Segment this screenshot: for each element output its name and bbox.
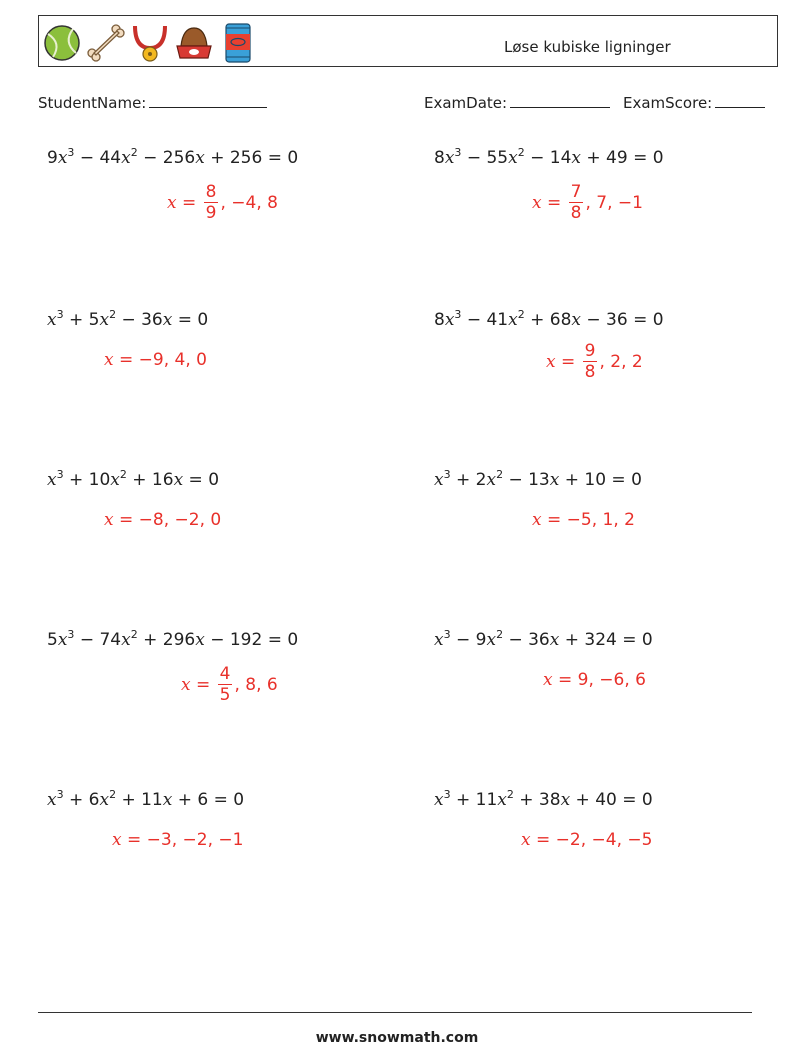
variable: x [47, 310, 57, 330]
term: − 256 [137, 148, 196, 168]
answer-equals: = [555, 351, 581, 372]
exponent: 2 [119, 468, 127, 481]
footer-divider [38, 1012, 752, 1013]
term: − 55 [461, 148, 509, 168]
variable: x [47, 790, 57, 810]
answer-equals: = [113, 510, 139, 530]
term: + 296 [137, 630, 196, 650]
answer-equals: = [530, 830, 556, 850]
variable: x [560, 790, 571, 810]
answer-roots: , 2, 2 [599, 351, 643, 372]
exam-score-label: ExamScore: [623, 94, 713, 112]
icon-strip [43, 19, 257, 65]
variable: x [110, 470, 120, 490]
term: = 0 [172, 310, 209, 330]
term: − 36 [503, 630, 550, 650]
exponent: 3 [56, 788, 64, 801]
exponent: 3 [443, 628, 451, 641]
exponent: 3 [454, 146, 462, 159]
fraction-denominator: 5 [219, 685, 231, 705]
exam-score-field[interactable] [623, 94, 765, 112]
answer-variable: x [112, 830, 122, 850]
exam-date-field[interactable] [424, 94, 610, 112]
dog-food-bowl-icon [175, 20, 213, 64]
dog-collar-icon [131, 20, 169, 64]
answer-equals: = [121, 830, 147, 850]
fraction [218, 664, 233, 705]
answer [112, 830, 243, 850]
variable: x [47, 470, 57, 490]
term: + 324 = 0 [559, 630, 653, 650]
term: − 74 [74, 630, 122, 650]
fraction [569, 182, 584, 223]
term: + 6 = 0 [172, 790, 245, 810]
student-name-field[interactable] [38, 94, 267, 112]
variable: x [121, 630, 131, 650]
variable: x [434, 790, 444, 810]
footer-url: www.snowmath.com [315, 1030, 479, 1046]
variable: x [434, 470, 444, 490]
answer-roots: −9, 4, 0 [138, 350, 207, 370]
answer-variable: x [167, 192, 177, 213]
answer-equals: = [552, 670, 578, 690]
answer [104, 510, 221, 530]
equation [434, 310, 664, 330]
exponent: 2 [506, 788, 514, 801]
fraction-denominator: 8 [584, 362, 596, 382]
variable: x [571, 148, 581, 168]
answer-equals: = [541, 510, 567, 530]
variable: x [497, 790, 507, 810]
exponent: 3 [67, 146, 75, 159]
term: + 10 [63, 470, 111, 490]
exam-date-blank[interactable] [510, 95, 610, 108]
variable: x [444, 148, 455, 168]
student-name-label: StudentName: [38, 94, 147, 112]
variable: x [508, 148, 518, 168]
variable: x [549, 470, 560, 490]
term: − 13 [503, 470, 550, 490]
fraction [583, 341, 598, 382]
variable: x [486, 470, 497, 490]
exponent: 3 [67, 628, 75, 641]
exam-score-blank[interactable] [715, 95, 765, 108]
exponent: 3 [56, 308, 64, 321]
exponent: 2 [130, 628, 138, 641]
answer-variable: x [521, 830, 531, 850]
term: + 11 [116, 790, 163, 810]
fraction-numerator: 4 [219, 664, 231, 684]
answer-variable: x [532, 510, 542, 530]
variable: x [195, 630, 205, 650]
answer [104, 350, 207, 370]
term: + 256 = 0 [204, 148, 299, 168]
fraction-denominator: 8 [570, 203, 582, 223]
equation [434, 630, 653, 650]
fraction-numerator: 8 [205, 182, 217, 202]
tennis-ball-icon [43, 20, 81, 64]
exponent: 2 [517, 146, 525, 159]
answer-variable: x [532, 192, 542, 213]
equation [434, 470, 642, 490]
variable: x [571, 310, 581, 330]
exponent: 2 [109, 788, 117, 801]
student-name-blank[interactable] [149, 95, 267, 108]
answer-roots: , 8, 6 [234, 674, 278, 695]
variable: x [508, 310, 518, 330]
exponent: 3 [443, 788, 451, 801]
answer [546, 341, 643, 382]
variable: x [162, 790, 173, 810]
exponent: 3 [443, 468, 451, 481]
answer-equals: = [176, 192, 202, 213]
variable: x [162, 310, 173, 330]
answer-roots: −5, 1, 2 [566, 510, 635, 530]
term: − 9 [450, 630, 487, 650]
variable: x [486, 630, 497, 650]
term: + 40 = 0 [570, 790, 653, 810]
exam-date-label: ExamDate: [424, 94, 508, 112]
exponent: 2 [496, 628, 504, 641]
term: − 44 [74, 148, 122, 168]
header-box [38, 15, 778, 67]
answer [532, 182, 643, 223]
term: + 5 [63, 310, 100, 330]
exponent: 3 [56, 468, 64, 481]
term: + 49 = 0 [580, 148, 664, 168]
equation [434, 148, 664, 168]
exponent: 2 [517, 308, 525, 321]
exponent: 2 [109, 308, 117, 321]
answer-roots: 9, −6, 6 [577, 670, 646, 690]
answer-equals: = [113, 350, 139, 370]
exponent: 3 [454, 308, 462, 321]
term: + 6 [63, 790, 100, 810]
variable: x [57, 148, 68, 168]
worksheet-title: Løse kubiske ligninger [504, 38, 671, 56]
answer [181, 664, 278, 705]
equation [47, 630, 298, 650]
fraction [204, 182, 219, 223]
variable: x [195, 148, 205, 168]
answer [521, 830, 652, 850]
variable: x [444, 310, 455, 330]
term: − 36 [116, 310, 163, 330]
variable: x [434, 630, 444, 650]
coefficient: 5 [47, 630, 58, 650]
variable: x [99, 790, 110, 810]
answer-roots: −8, −2, 0 [138, 510, 222, 530]
variable: x [57, 630, 68, 650]
coefficient: 9 [47, 148, 58, 168]
pet-food-can-icon [219, 20, 257, 64]
equation [434, 790, 653, 810]
exponent: 2 [130, 146, 138, 159]
answer [167, 182, 278, 223]
answer-roots: −3, −2, −1 [146, 830, 244, 850]
variable: x [549, 630, 560, 650]
answer-variable: x [546, 351, 556, 372]
bone-icon [87, 20, 125, 64]
fraction-numerator: 7 [570, 182, 582, 202]
coefficient: 8 [434, 148, 445, 168]
answer-equals: = [190, 674, 216, 695]
answer-variable: x [104, 510, 114, 530]
equation [47, 310, 208, 330]
answer-variable: x [104, 350, 114, 370]
answer-roots: −2, −4, −5 [555, 830, 653, 850]
fraction-denominator: 9 [205, 203, 217, 223]
term: = 0 [183, 470, 220, 490]
term: − 36 = 0 [580, 310, 664, 330]
term: + 16 [126, 470, 174, 490]
variable: x [99, 310, 110, 330]
answer-roots: , −4, 8 [220, 192, 278, 213]
coefficient: 8 [434, 310, 445, 330]
exponent: 2 [496, 468, 504, 481]
equation [47, 470, 219, 490]
fraction-numerator: 9 [584, 341, 596, 361]
answer-equals: = [541, 192, 567, 213]
term: + 11 [450, 790, 498, 810]
term: + 10 = 0 [559, 470, 642, 490]
term: + 2 [450, 470, 487, 490]
term: − 41 [461, 310, 509, 330]
answer-variable: x [181, 674, 191, 695]
variable: x [173, 470, 184, 490]
term: − 14 [524, 148, 572, 168]
variable: x [121, 148, 131, 168]
answer [532, 510, 635, 530]
equation [47, 790, 244, 810]
term: − 192 = 0 [204, 630, 299, 650]
term: + 68 [524, 310, 572, 330]
answer-variable: x [543, 670, 553, 690]
answer [543, 670, 646, 690]
equation [47, 148, 298, 168]
answer-roots: , 7, −1 [585, 192, 643, 213]
term: + 38 [513, 790, 561, 810]
